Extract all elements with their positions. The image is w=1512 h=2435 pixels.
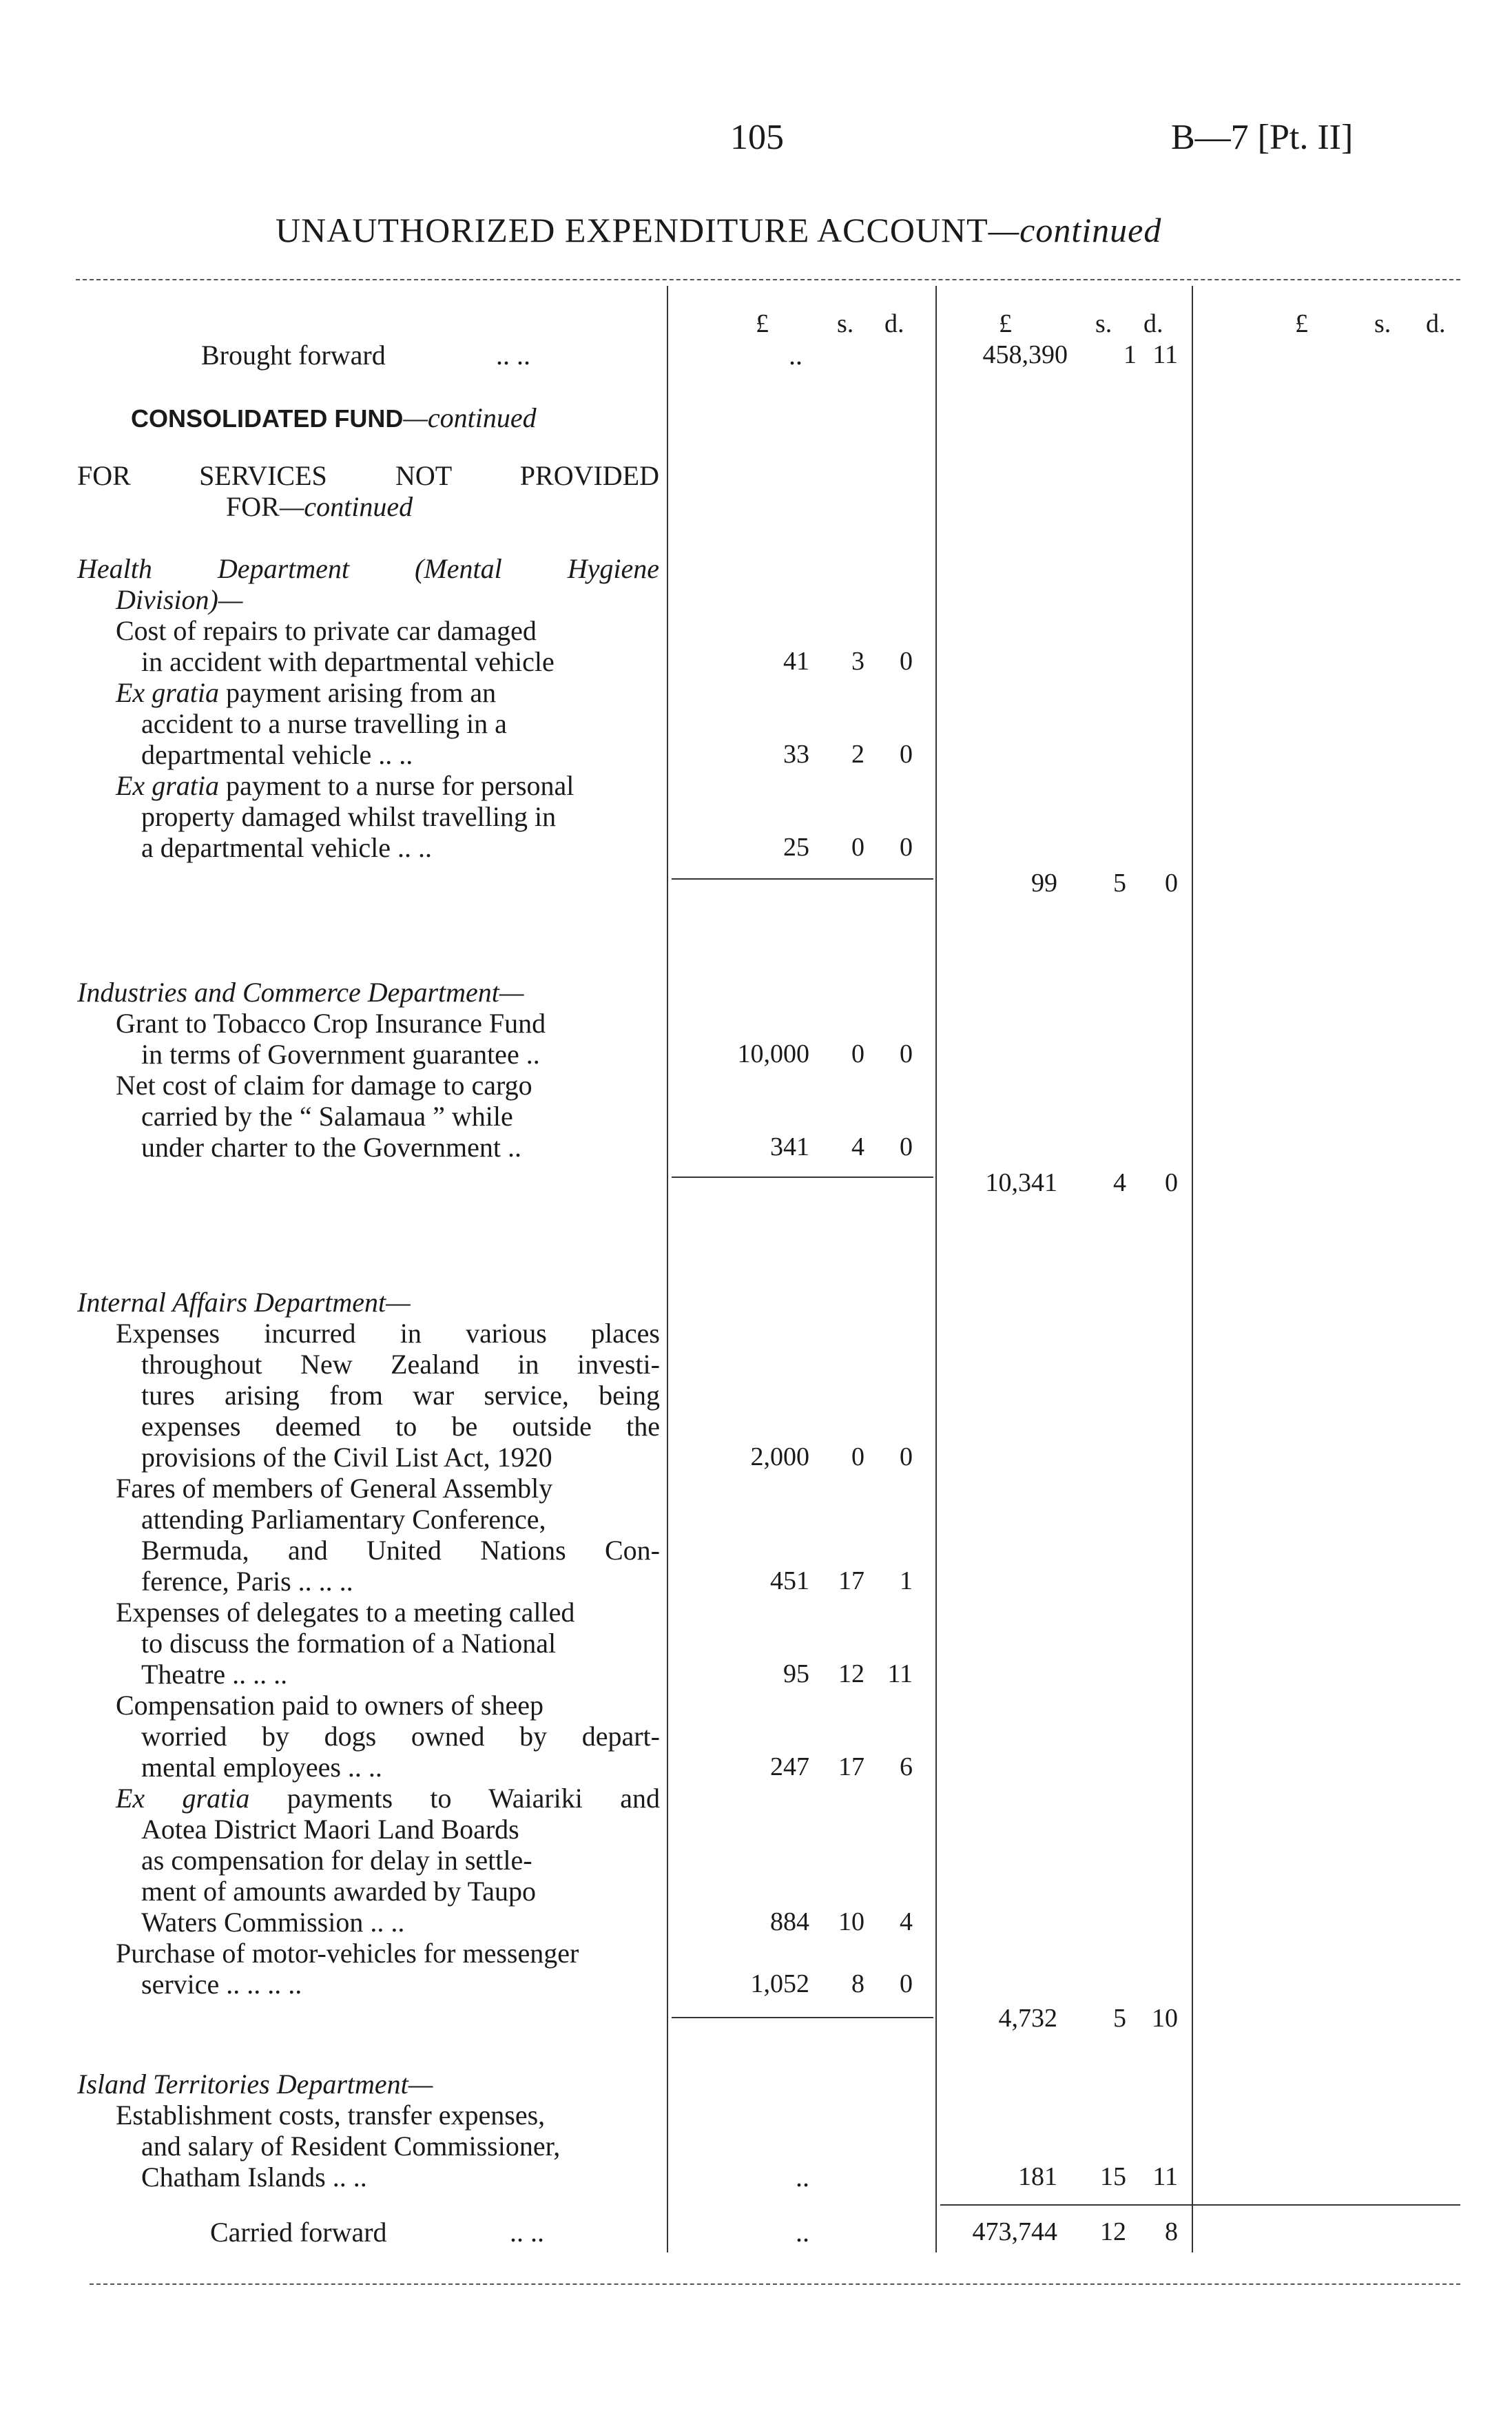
page-title-main: UNAUTHORIZED EXPENDITURE ACCOUNT [276,211,988,249]
brought-forward-pence: 11 [1152,340,1178,369]
ia-item4-line1: Compensation paid to owners of sheep [116,1690,543,1721]
internal-affairs-total-pence: 10 [1152,2004,1178,2033]
fund-heading-suffix: —continued [403,402,537,433]
brought-forward-pounds: 458,390 [982,340,1068,369]
ia-item2-line2: attending Parliamentary Conference, [141,1504,546,1535]
brought-forward-col1: .. [789,340,802,371]
col1-pence-header: d. [884,309,904,338]
ia-item3-pence: 11 [887,1659,913,1688]
column-divider-1 [667,286,668,2252]
col1-pound-header: £ [756,309,769,338]
health-item2-line3: departmental vehicle .. .. [141,739,413,770]
ia-item4-line2: worried by dogs owned by depart- [141,1721,660,1752]
health-item3-line1: Ex gratia payment to a nurse for personal [116,770,574,801]
section-heading-line1: FOR SERVICES NOT PROVIDED [77,460,659,491]
internal-affairs-subtotal-rule [672,2017,933,2018]
ia-item6-pounds: 1,052 [750,1969,809,1998]
ia-item2-line4: ference, Paris .. .. .. [141,1566,353,1597]
ia-item1-pounds: 2,000 [750,1442,809,1471]
ia-item3-line1: Expenses of delegates to a meeting called [116,1597,575,1628]
industries-subtotal-rule [672,1177,933,1178]
health-item2-line1: Ex gratia payment arising from an [116,677,497,708]
carried-forward-rule [940,2204,1460,2206]
column-divider-2 [935,286,937,2252]
internal-affairs-total-shillings: 5 [1113,2004,1126,2033]
col2-pence-header: d. [1143,309,1163,338]
ia-item4-pence: 6 [900,1752,913,1781]
brought-forward-shillings: 1 [1123,340,1137,369]
ia-item4-line3: mental employees .. .. [141,1752,382,1783]
ia-item1-pence: 0 [900,1442,913,1471]
industries-total-pence: 0 [1165,1168,1178,1197]
health-total-pence: 0 [1165,869,1178,898]
page-title-suffix: —continued [988,211,1162,249]
industries-item1-pounds: 10,000 [737,1039,809,1068]
ia-item2-pence: 1 [900,1566,913,1595]
ia-item3-line3: Theatre .. .. .. [141,1659,288,1690]
industries-item1-line2: in terms of Government guarantee .. [141,1039,540,1070]
col2-pound-header: £ [999,309,1012,338]
column-divider-3 [1192,286,1193,2252]
health-item1-line1: Cost of repairs to private car damaged [116,615,537,646]
island-territories-total-pounds: 181 [1018,2162,1057,2191]
it-item1-line3: Chatham Islands .. .. [141,2162,367,2193]
ia-item2-pounds: 451 [770,1566,809,1595]
ia-item5-shillings: 10 [838,1907,864,1936]
island-territories-total-pence: 11 [1152,2162,1178,2191]
industries-item1-pence: 0 [900,1039,913,1068]
ia-item5-pence: 4 [900,1907,913,1936]
ia-item6-shillings: 8 [851,1969,864,1998]
health-item2-line2: accident to a nurse travelling in a [141,708,507,739]
ia-item6-line2: service .. .. .. .. [141,1969,302,2000]
health-title-line2: Division)— [116,584,243,615]
ia-item5-pounds: 884 [770,1907,809,1936]
industries-total-pounds: 10,341 [985,1168,1057,1197]
brought-forward-leader: .. .. [496,340,530,371]
health-item1-pounds: 41 [783,647,809,676]
ia-item4-pounds: 247 [770,1752,809,1781]
internal-affairs-total-pounds: 4,732 [998,2004,1057,2033]
ia-item5-line3: as compensation for delay in settle- [141,1845,532,1876]
ia-item3-shillings: 12 [838,1659,864,1688]
health-item1-pence: 0 [900,647,913,676]
it-item1-line2: and salary of Resident Commissioner, [141,2131,561,2162]
ia-item2-line1: Fares of members of General Assembly [116,1473,553,1504]
ia-item6-line1: Purchase of motor-vehicles for messenger [116,1938,579,1969]
col3-shilling-header: s. [1374,309,1391,338]
health-item2-shillings: 2 [851,740,864,769]
island-territories-title: Island Territories Department— [77,2069,433,2100]
ia-item1-line2: throughout New Zealand in investi- [141,1349,660,1380]
ia-item5-line2: Aotea District Maori Land Boards [141,1814,519,1845]
carried-forward-shillings: 12 [1100,2217,1126,2246]
internal-affairs-title: Internal Affairs Department— [77,1287,411,1318]
industries-item2-shillings: 4 [851,1132,864,1161]
carried-forward-col1: .. [796,2217,809,2248]
page-title [276,210,1161,250]
health-total-pounds: 99 [1031,869,1057,898]
it-item1-col1: .. [796,2162,809,2193]
section-heading-line2-suffix: —continued [279,491,413,522]
health-title-line1: Health Department (Mental Hygiene [77,553,659,584]
island-territories-total-shillings: 15 [1100,2162,1126,2191]
it-item1-line1: Establishment costs, transfer expenses, [116,2100,546,2131]
ia-item2-line3: Bermuda, and United Nations Con- [141,1535,660,1566]
fund-heading [131,402,537,434]
health-item2-pence: 0 [900,740,913,769]
industries-item1-line1: Grant to Tobacco Crop Insurance Fund [116,1008,546,1039]
industries-item1-shillings: 0 [851,1039,864,1068]
document-reference: B—7 [Pt. II] [1171,118,1354,157]
brought-forward-label: Brought forward [201,340,386,371]
health-item1-shillings: 3 [851,647,864,676]
health-item3-pounds: 25 [783,833,809,862]
ia-item5-line1: Ex gratia payments to Waiariki and [116,1783,660,1814]
industries-item2-line3: under charter to the Government .. [141,1132,522,1163]
health-item1-line2: in accident with departmental vehicle [141,646,555,677]
section-heading-line2 [226,491,413,522]
ia-item5-line5: Waters Commission .. .. [141,1907,405,1938]
health-item3-line2: property damaged whilst travelling in [141,801,557,832]
col1-shilling-header: s. [837,309,854,338]
page-number: 105 [730,118,784,157]
health-subtotal-rule [672,878,933,880]
ia-item6-pence: 0 [900,1969,913,1998]
col2-shilling-header: s. [1095,309,1112,338]
industries-item2-line2: carried by the “ Salamaua ” while [141,1101,513,1132]
ia-item1-shillings: 0 [851,1442,864,1471]
carried-forward-pounds: 473,744 [972,2217,1057,2246]
industries-total-shillings: 4 [1113,1168,1126,1197]
ia-item3-pounds: 95 [783,1659,809,1688]
carried-forward-label: Carried forward [210,2217,387,2248]
industries-title: Industries and Commerce Department— [77,977,524,1008]
ia-item1-line1: Expenses incurred in various places [116,1318,660,1349]
ia-item1-line4: expenses deemed to be outside the [141,1411,660,1442]
health-item3-shillings: 0 [851,833,864,862]
health-item3-line3: a departmental vehicle .. .. [141,832,433,863]
bottom-rule [90,2283,1460,2285]
ia-item1-line3: tures arising from war service, being [141,1380,660,1411]
ia-item5-line4: ment of amounts awarded by Taupo [141,1876,536,1907]
ia-item1-line5: provisions of the Civil List Act, 1920 [141,1442,552,1473]
health-item2-pounds: 33 [783,740,809,769]
carried-forward-leader: .. .. [510,2217,544,2248]
col3-pound-header: £ [1295,309,1308,338]
health-item3-pence: 0 [900,833,913,862]
health-total-shillings: 5 [1113,869,1126,898]
industries-item2-line1: Net cost of claim for damage to cargo [116,1070,532,1101]
ia-item4-shillings: 17 [838,1752,864,1781]
ia-item2-shillings: 17 [838,1566,864,1595]
col3-pence-header: d. [1426,309,1446,338]
fund-heading-main: CONSOLIDATED FUND [131,404,404,433]
top-rule [76,279,1460,280]
section-heading-line2-main: FOR [226,491,280,522]
industries-item2-pence: 0 [900,1132,913,1161]
ia-item3-line2: to discuss the formation of a National [141,1628,557,1659]
carried-forward-pence: 8 [1165,2217,1178,2246]
industries-item2-pounds: 341 [770,1132,809,1161]
